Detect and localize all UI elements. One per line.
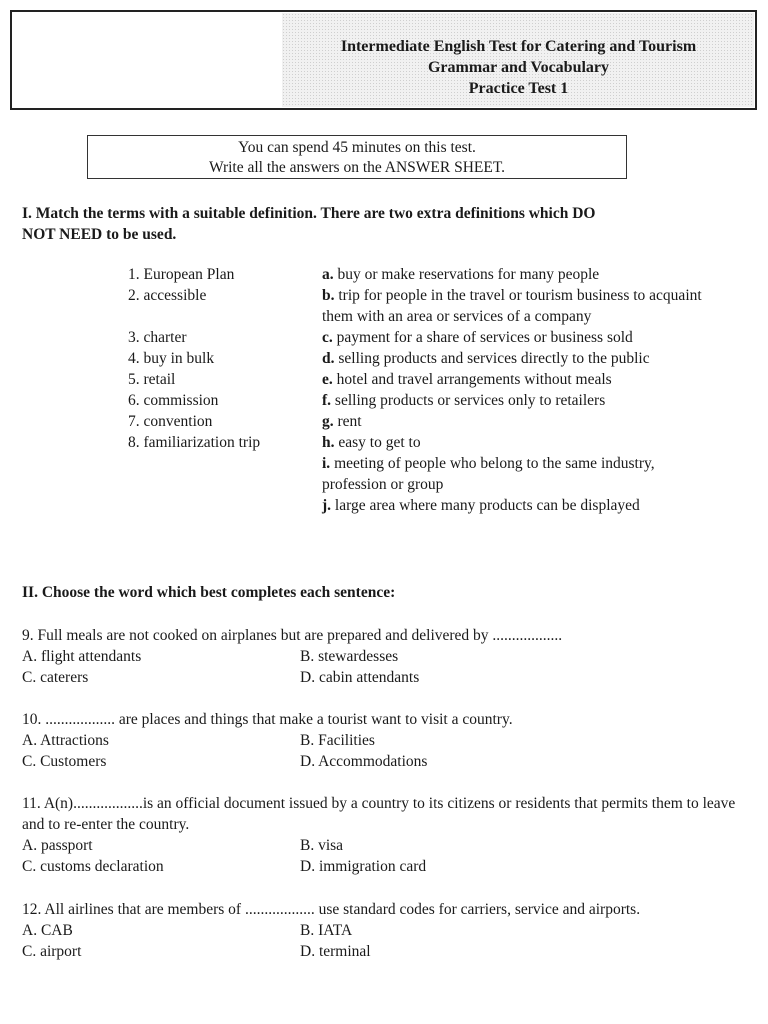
definition-text: payment for a share of services or business sold (332, 329, 633, 346)
definition-letter: j. (322, 497, 332, 514)
question-9 (22, 625, 752, 688)
question-11 (22, 793, 752, 877)
test-header-box (10, 10, 757, 110)
instructions-box (87, 135, 627, 179)
option-row (22, 730, 752, 751)
option-d: D. cabin attendants (300, 669, 420, 686)
definition-text: meeting of people who belong to the same industry, profession or group (322, 455, 655, 493)
term: 5. retail (128, 371, 176, 388)
definition-text: selling products or services only to retailers (331, 392, 606, 409)
definition-letter: h. (322, 434, 335, 451)
option-row (22, 751, 752, 772)
definition-text: buy or make reservations for many people (333, 266, 600, 283)
option-c: C. customs declaration (22, 858, 164, 875)
match-row (128, 432, 728, 453)
definition (322, 264, 714, 285)
option-row (22, 856, 752, 877)
question-text: 9. Full meals are not cooked on airplanes but are prepared and delivered by .................. (22, 627, 563, 644)
definition (322, 453, 714, 495)
term (128, 495, 322, 516)
match-row (128, 411, 728, 432)
option-b: B. stewardesses (300, 648, 399, 665)
definition (322, 432, 714, 453)
test-title-line1: Intermediate English Test for Catering and Tourism (340, 38, 697, 55)
option-d: D. terminal (300, 943, 371, 960)
definition-letter: a. (322, 266, 334, 283)
instructions-line2: Write all the answers on the ANSWER SHEET. (208, 159, 506, 176)
test-title-line3: Practice Test 1 (468, 80, 569, 97)
option-c: C. airport (22, 943, 82, 960)
definition-text: trip for people in the travel or tourism business to acquaint them with an area or services of a company (322, 287, 702, 325)
option-a: A. Attractions (22, 732, 109, 749)
definition (322, 285, 714, 327)
term: 1. European Plan (128, 266, 235, 283)
option-b: B. visa (300, 837, 344, 854)
term: 8. familiarization trip (128, 434, 261, 451)
term: 4. buy in bulk (128, 350, 215, 367)
term: 7. convention (128, 413, 213, 430)
definition-text: hotel and travel arrangements without meals (332, 371, 612, 388)
option-a: A. passport (22, 837, 93, 854)
definition-text: easy to get to (334, 434, 421, 451)
definition-text: large area where many products can be displayed (331, 497, 640, 514)
option-b: B. Facilities (300, 732, 375, 749)
instructions-line1: You can spend 45 minutes on this test. (238, 139, 476, 156)
test-title-line2: Grammar and Vocabulary (427, 59, 610, 76)
definition-letter: g. (322, 413, 334, 430)
match-row (128, 390, 728, 411)
question-12 (22, 899, 752, 962)
match-row (128, 495, 728, 516)
definition-text: rent (333, 413, 362, 430)
definition-letter: f. (322, 392, 332, 409)
match-row (128, 285, 728, 327)
match-row (128, 348, 728, 369)
question-10 (22, 709, 752, 772)
match-row (128, 453, 728, 495)
definition (322, 327, 714, 348)
term: 3. charter (128, 329, 187, 346)
term: 6. commission (128, 392, 219, 409)
definition-letter: d. (322, 350, 335, 367)
match-row (128, 264, 728, 285)
option-d: D. immigration card (300, 858, 427, 875)
option-row (22, 920, 752, 941)
option-row (22, 835, 752, 856)
question-text: 12. All airlines that are members of .................. use standard codes for carriers, service and airports. (22, 901, 641, 918)
test-title (282, 36, 755, 99)
definition (322, 411, 714, 432)
question-text: 11. A(n)..................is an official document issued by a country to its citizens or residents that permits them to leave and to re-enter the country. (22, 795, 736, 833)
option-row (22, 941, 752, 962)
option-c: C. caterers (22, 669, 89, 686)
option-a: A. flight attendants (22, 648, 142, 665)
definition-letter: i. (322, 455, 331, 472)
match-row (128, 327, 728, 348)
section1-title-line2: NOT NEED to be used. (22, 226, 177, 243)
match-row (128, 369, 728, 390)
option-a: A. CAB (22, 922, 73, 939)
section1-title (22, 203, 595, 245)
definition-letter: e. (322, 371, 333, 388)
definition (322, 495, 714, 516)
option-c: C. Customers (22, 753, 107, 770)
definition (322, 369, 714, 390)
section2-title: II. Choose the word which best completes each sentence: (22, 584, 396, 601)
option-row (22, 646, 752, 667)
term: 2. accessible (128, 287, 207, 304)
definition (322, 390, 714, 411)
definition (322, 348, 714, 369)
question-text: 10. .................. are places and things that make a tourist want to visit a country. (22, 711, 513, 728)
option-b: B. IATA (300, 922, 353, 939)
definition-letter: c. (322, 329, 333, 346)
option-d: D. Accommodations (300, 753, 428, 770)
definition-letter: b. (322, 287, 335, 304)
option-row (22, 667, 752, 688)
definition-text: selling products and services directly to the public (334, 350, 650, 367)
section1-title-line1: I. Match the terms with a suitable definition. There are two extra definitions which DO (22, 205, 596, 222)
term (128, 453, 322, 495)
matching-list (128, 264, 728, 516)
